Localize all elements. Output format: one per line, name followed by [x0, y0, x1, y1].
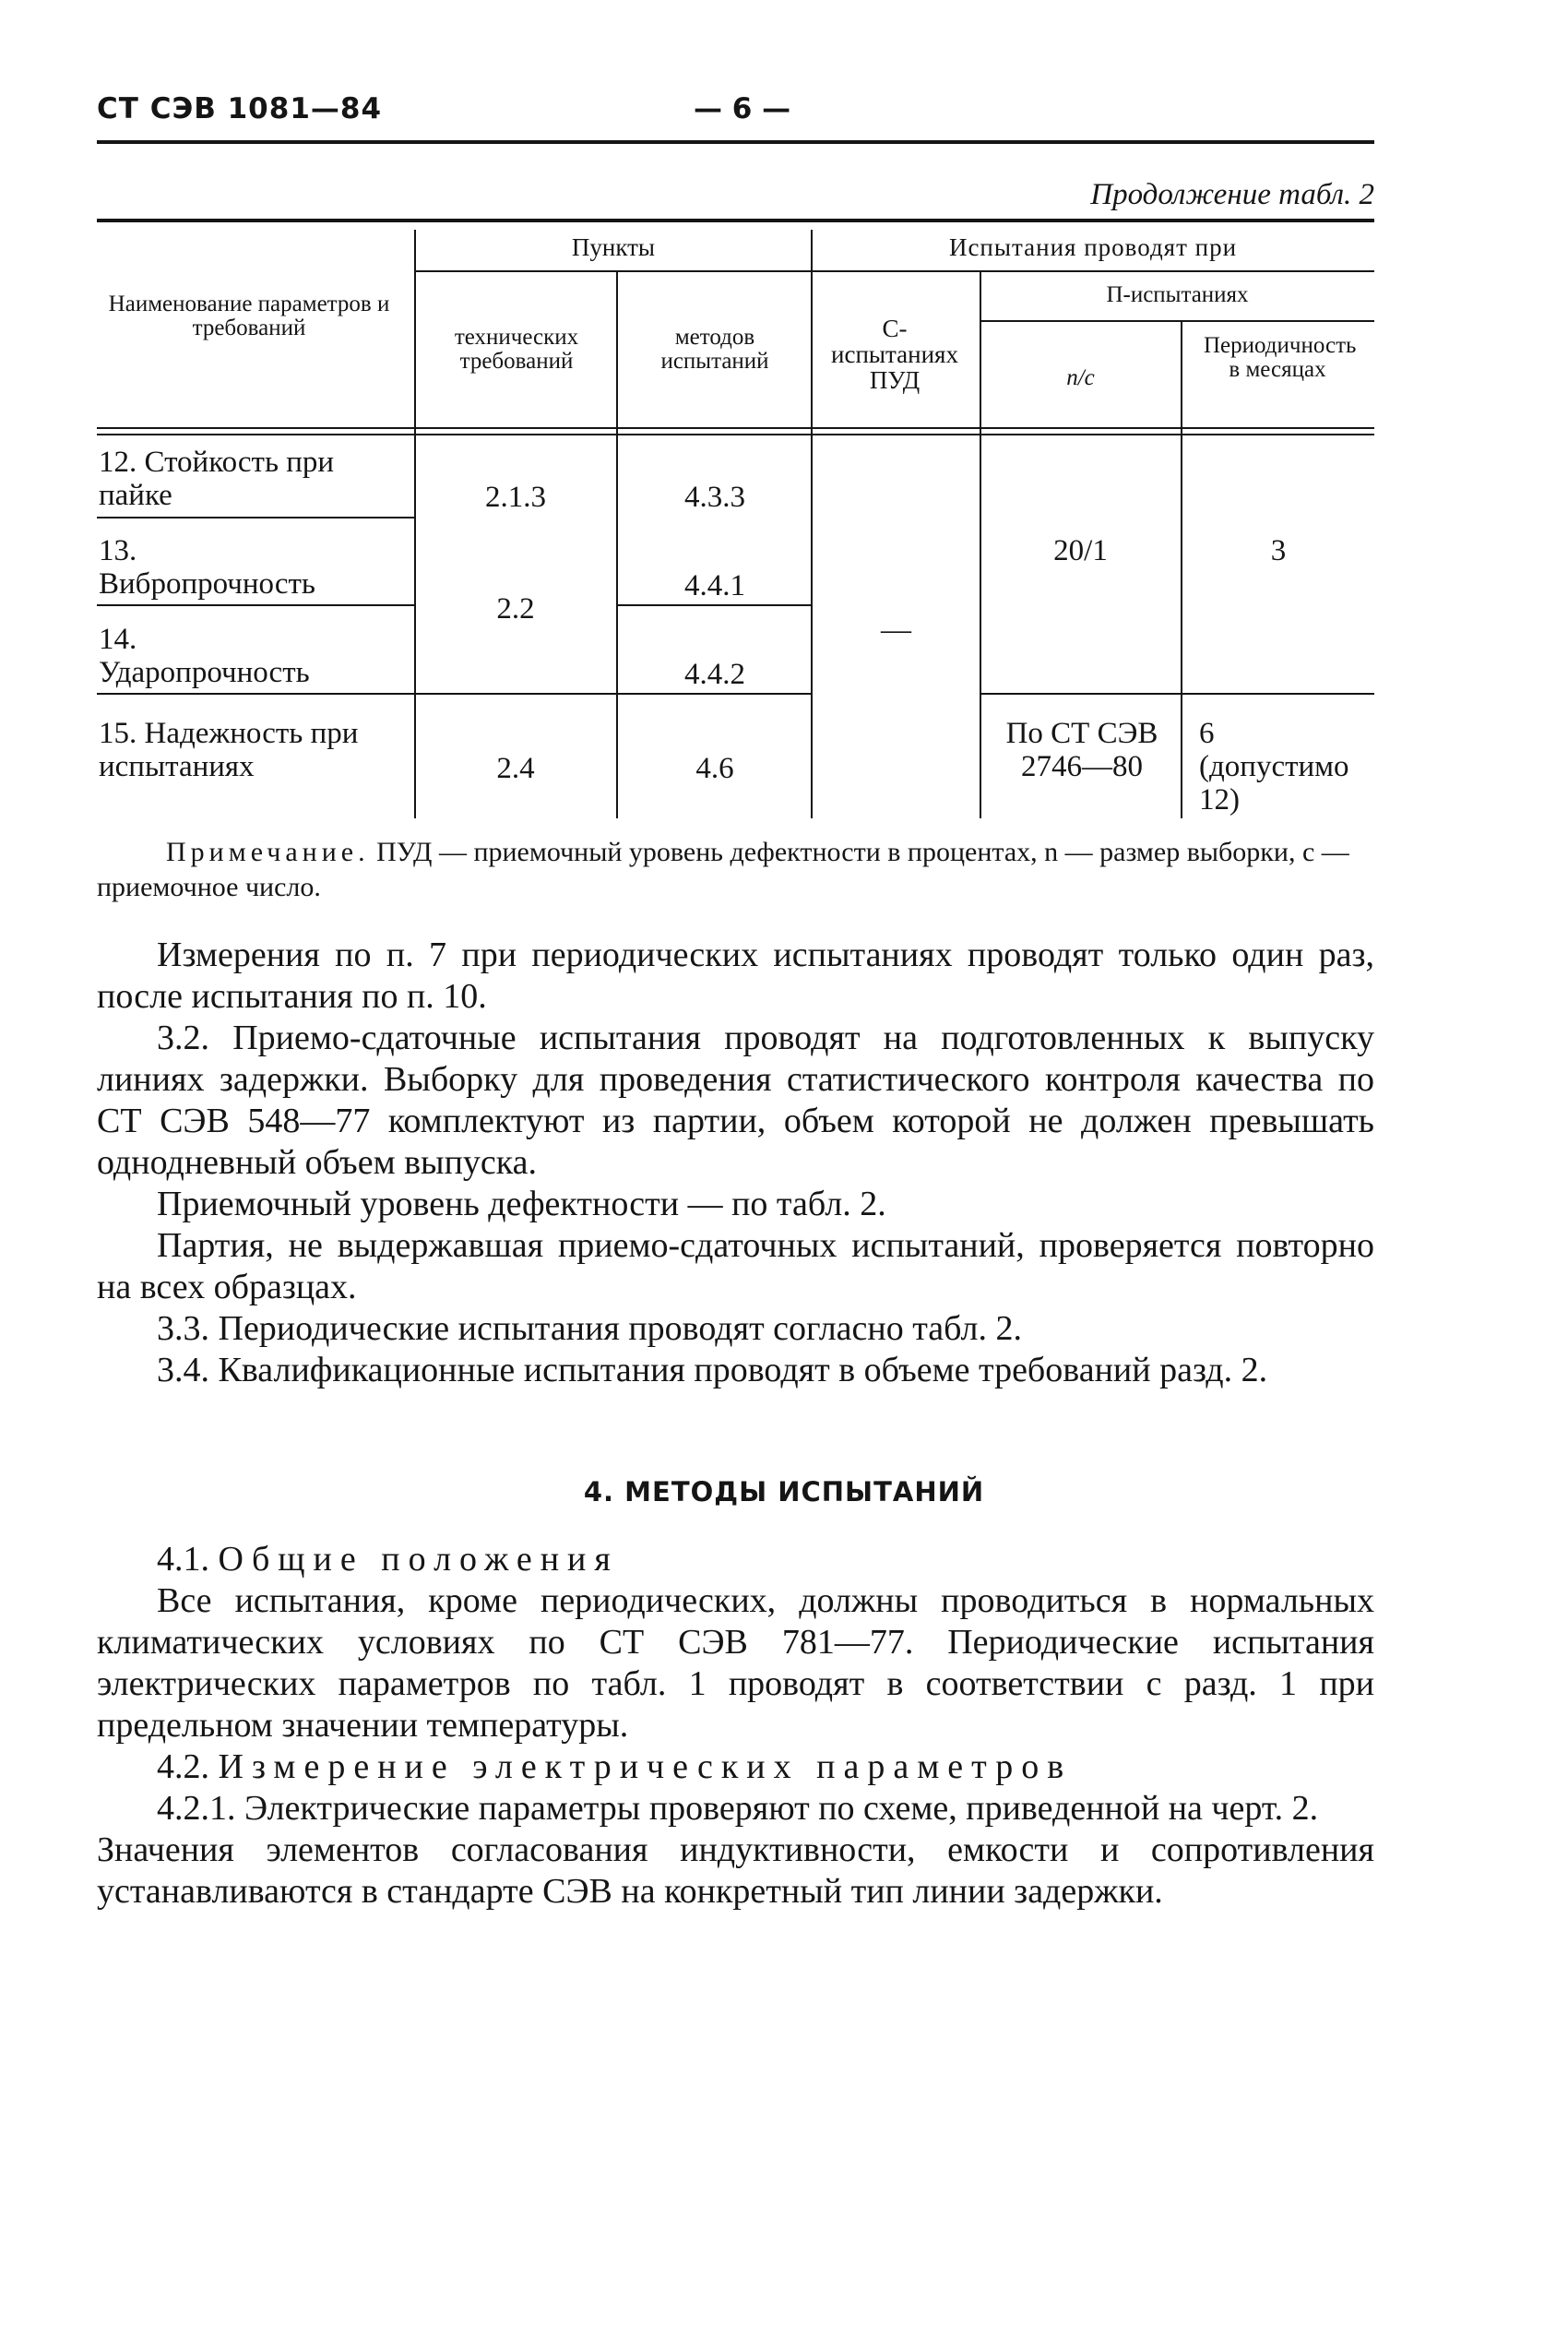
row-14-method: 4.4.2 — [684, 658, 745, 691]
note-text: ПУД — приемочный уровень дефектности в процентах, n — размер выборки, c — приемочное число. — [97, 837, 1349, 902]
row-15-nc: По СТ СЭВ 2746—80 — [1005, 717, 1158, 783]
subsection-number: 4.2. — [157, 1747, 209, 1786]
table-rule — [97, 604, 415, 606]
section-title: 4. МЕТОДЫ ИСПЫТАНИЙ — [583, 1476, 985, 1508]
row-12-technical: 2.1.3 — [485, 481, 546, 514]
table-rule — [618, 604, 812, 606]
table-rule — [980, 693, 1374, 695]
group-header-points: Пункты — [571, 233, 656, 261]
row-12-method: 4.3.3 — [684, 481, 745, 514]
subsection-4-1-heading — [97, 1539, 1374, 1580]
document-code: СТ СЭВ 1081—84 — [97, 92, 383, 125]
group-header-tests: Испытания проводят при — [948, 233, 1238, 261]
rows-12-14-nc: 20/1 — [1053, 534, 1108, 567]
subsection-number: 4.1. — [157, 1540, 209, 1579]
table-column-divider — [616, 272, 618, 818]
paragraph-3-2: 3.2. Приемо-сдаточные испытания проводят на подготовленных к выпуску линиях задержки. Выборку для проведения статистического контроля качества по СТ СЭВ 548—77 комплектуют из партии, объем которой не должен превышать однодневный объем выпуска. — [97, 1019, 1374, 1182]
subsection-4-2-heading — [97, 1746, 1374, 1788]
header-rule — [97, 140, 1374, 144]
row-12-name: 12. Стойкость при пайке — [99, 446, 335, 512]
subsection-title: Измерение электрических параметров — [218, 1747, 1073, 1786]
paragraph-3-4: 3.4. Квалификационные испытания проводят в объеме требований разд. 2. — [157, 1351, 1268, 1389]
row-15-name: 15. Надежность при испытаниях — [99, 717, 359, 783]
table-column-divider — [811, 230, 813, 818]
test-table — [97, 219, 1374, 818]
col-header-methods: методов испытаний — [660, 325, 769, 374]
paragraph: Измерения по п. 7 при периодических испытаниях проводят только один раз, после испытания по п. 10. — [97, 936, 1374, 1016]
section-body — [97, 1539, 1374, 1913]
table-rule — [97, 693, 812, 695]
paragraph: Все испытания, кроме периодических, должны проводиться в нормальных климатических условиях по СТ СЭВ 781—77. Периодические испытания электрических параметров по табл. 1 проводят в соответствии с разд. 1 при предельном значении температуры. — [97, 1581, 1374, 1745]
paragraph: Значения элементов согласования индуктивности, емкости и сопротивления устанавливаются в стандарте СЭВ на конкретный тип линии задержки. — [97, 1830, 1374, 1911]
row-13-14-technical: 2.2 — [496, 592, 535, 626]
table-header-rule — [97, 434, 1374, 435]
col-header-nc: n/c — [1066, 365, 1095, 390]
row-15-periodicity: 6 (допустимо 12) — [1199, 717, 1349, 816]
table-header-rule — [97, 427, 1374, 429]
table-continuation-label: Продолжение табл. 2 — [1090, 178, 1374, 211]
table-rule — [980, 320, 1374, 322]
note-label: Примечание. — [166, 837, 370, 867]
table-column-divider — [414, 230, 416, 818]
page-number: — 6 — — [694, 92, 791, 125]
paragraph-3-3: 3.3. Периодические испытания проводят согласно табл. 2. — [157, 1309, 1023, 1348]
table-rule — [97, 517, 415, 518]
col-header-periodicity: Периодичность в месяцах — [1204, 333, 1357, 382]
row-13-method: 4.4.1 — [684, 569, 745, 602]
group-header-p-tests: П-испытаниях — [1106, 282, 1249, 307]
table-note — [97, 835, 1374, 905]
row-13-name: 13. Вибропрочность — [99, 534, 315, 601]
paragraph-4-2-1: 4.2.1. Электрические параметры проверяют по схеме, приведенной на черт. 2. — [157, 1789, 1319, 1828]
c-tests-dash: — — [881, 614, 911, 647]
col-header-technical: технических требований — [454, 325, 579, 374]
col-header-parameter: Наименование параметров и требований — [108, 292, 390, 340]
paragraph: Партия, не выдержавшая приемо-сдаточных испытаний, проверяется повторно на всех образцах. — [97, 1226, 1374, 1306]
table-top-rule — [97, 219, 1374, 222]
rows-12-14-periodicity: 3 — [1270, 534, 1287, 567]
subsection-title: Общие положения — [218, 1540, 619, 1579]
table-rule — [415, 270, 1374, 272]
row-15-method: 4.6 — [695, 752, 734, 785]
col-header-c-tests: С-испытаниях ПУД — [831, 315, 958, 394]
body-text — [97, 935, 1374, 1391]
table-column-divider — [1181, 322, 1182, 818]
paragraph: Приемочный уровень дефектности — по табл. 2. — [157, 1185, 886, 1223]
row-15-technical: 2.4 — [496, 752, 535, 785]
row-14-name: 14. Ударопрочность — [99, 623, 310, 689]
